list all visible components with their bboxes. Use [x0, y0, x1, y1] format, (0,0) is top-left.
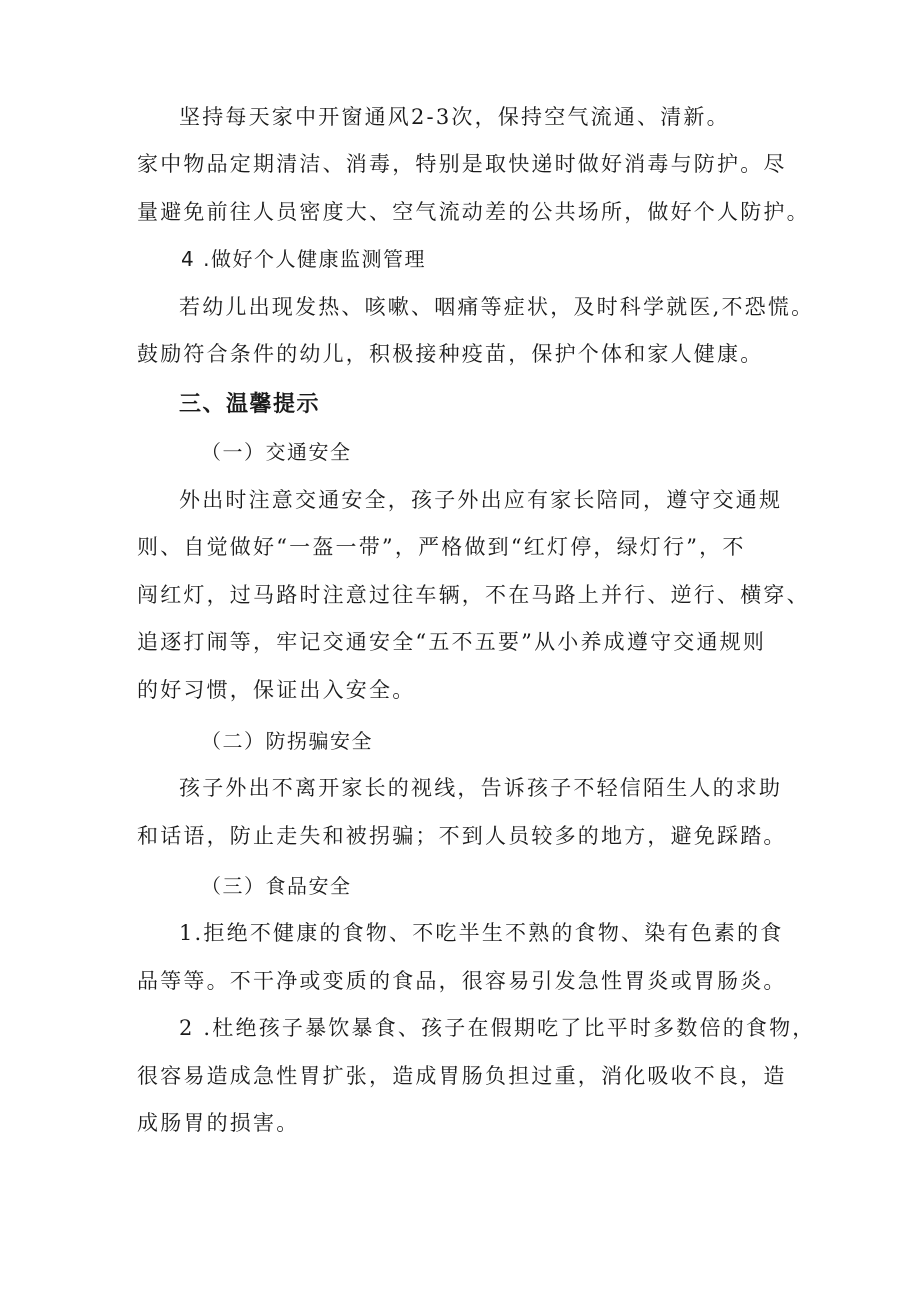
paragraph-abduction-line-1: 孩子外出不离开家长的视线，告诉孩子不轻信陌生人的求助: [179, 776, 783, 800]
paragraph-food-1-line-1: 1.拒绝不健康的食物、不吃半生不熟的食物、染有色素的食: [179, 921, 784, 945]
paragraph-food-1-line-2: 品等等。不干净或变质的食品，很容易引发急性胃炎或胃肠炎。: [137, 969, 787, 993]
subsection-traffic-safety-heading: （一）交通安全: [201, 440, 352, 464]
paragraph-symptoms-line-1: 若幼儿出现发热、咳嗽、咽痛等症状，及时科学就医,不恐慌。: [179, 295, 815, 319]
paragraph-traffic-line-1: 外出时注意交通安全，孩子外出应有家长陪同，遵守交通规: [179, 488, 783, 512]
paragraph-traffic-line-2: 则、自觉做好“一盔一带”，严格做到“红灯停，绿灯行”，不: [137, 535, 746, 559]
paragraph-cleaning-line-1: 家中物品定期清洁、消毒，特别是取快递时做好消毒与防护。尽: [137, 152, 787, 176]
paragraph-ventilation: 坚持每天家中开窗通风2-3次，保持空气流通、清新。: [179, 105, 730, 129]
paragraph-traffic-line-4: 追逐打闹等，牢记交通安全“五不五要”从小养成遵守交通规则: [137, 630, 767, 654]
paragraph-traffic-line-5: 的好习惯，保证出入安全。: [137, 678, 416, 702]
paragraph-cleaning-line-2: 量避免前往人员密度大、空气流动差的公共场所，做好个人防护。: [137, 200, 810, 224]
paragraph-food-2-line-3: 成肠胃的损害。: [137, 1111, 300, 1135]
paragraph-abduction-line-2: 和话语，防止走失和被拐骗；不到人员较多的地方，避免踩踏。: [137, 824, 787, 848]
paragraph-symptoms-line-2: 鼓励符合条件的幼儿，积极接种疫苗，保护个体和家人健康。: [137, 342, 764, 366]
subsection-anti-abduction-heading: （二）防拐骗安全: [201, 729, 373, 753]
paragraph-food-2-line-2: 很容易造成急性胃扩张，造成胃肠负担过重，消化吸收不良，造: [137, 1064, 787, 1088]
section-4-health-monitoring-heading: 4 .做好个人健康监测管理: [181, 247, 426, 271]
paragraph-traffic-line-3: 闯红灯，过马路时注意过往车辆，不在马路上并行、逆行、横穿、: [137, 583, 810, 607]
paragraph-food-2-line-1: 2 .杜绝孩子暴饮暴食、孩子在假期吃了比平时多数倍的食物，: [179, 1016, 816, 1040]
subsection-food-safety-heading: （三）食品安全: [201, 874, 352, 898]
section-3-warm-tips-heading: 三、温馨提示: [179, 392, 321, 417]
